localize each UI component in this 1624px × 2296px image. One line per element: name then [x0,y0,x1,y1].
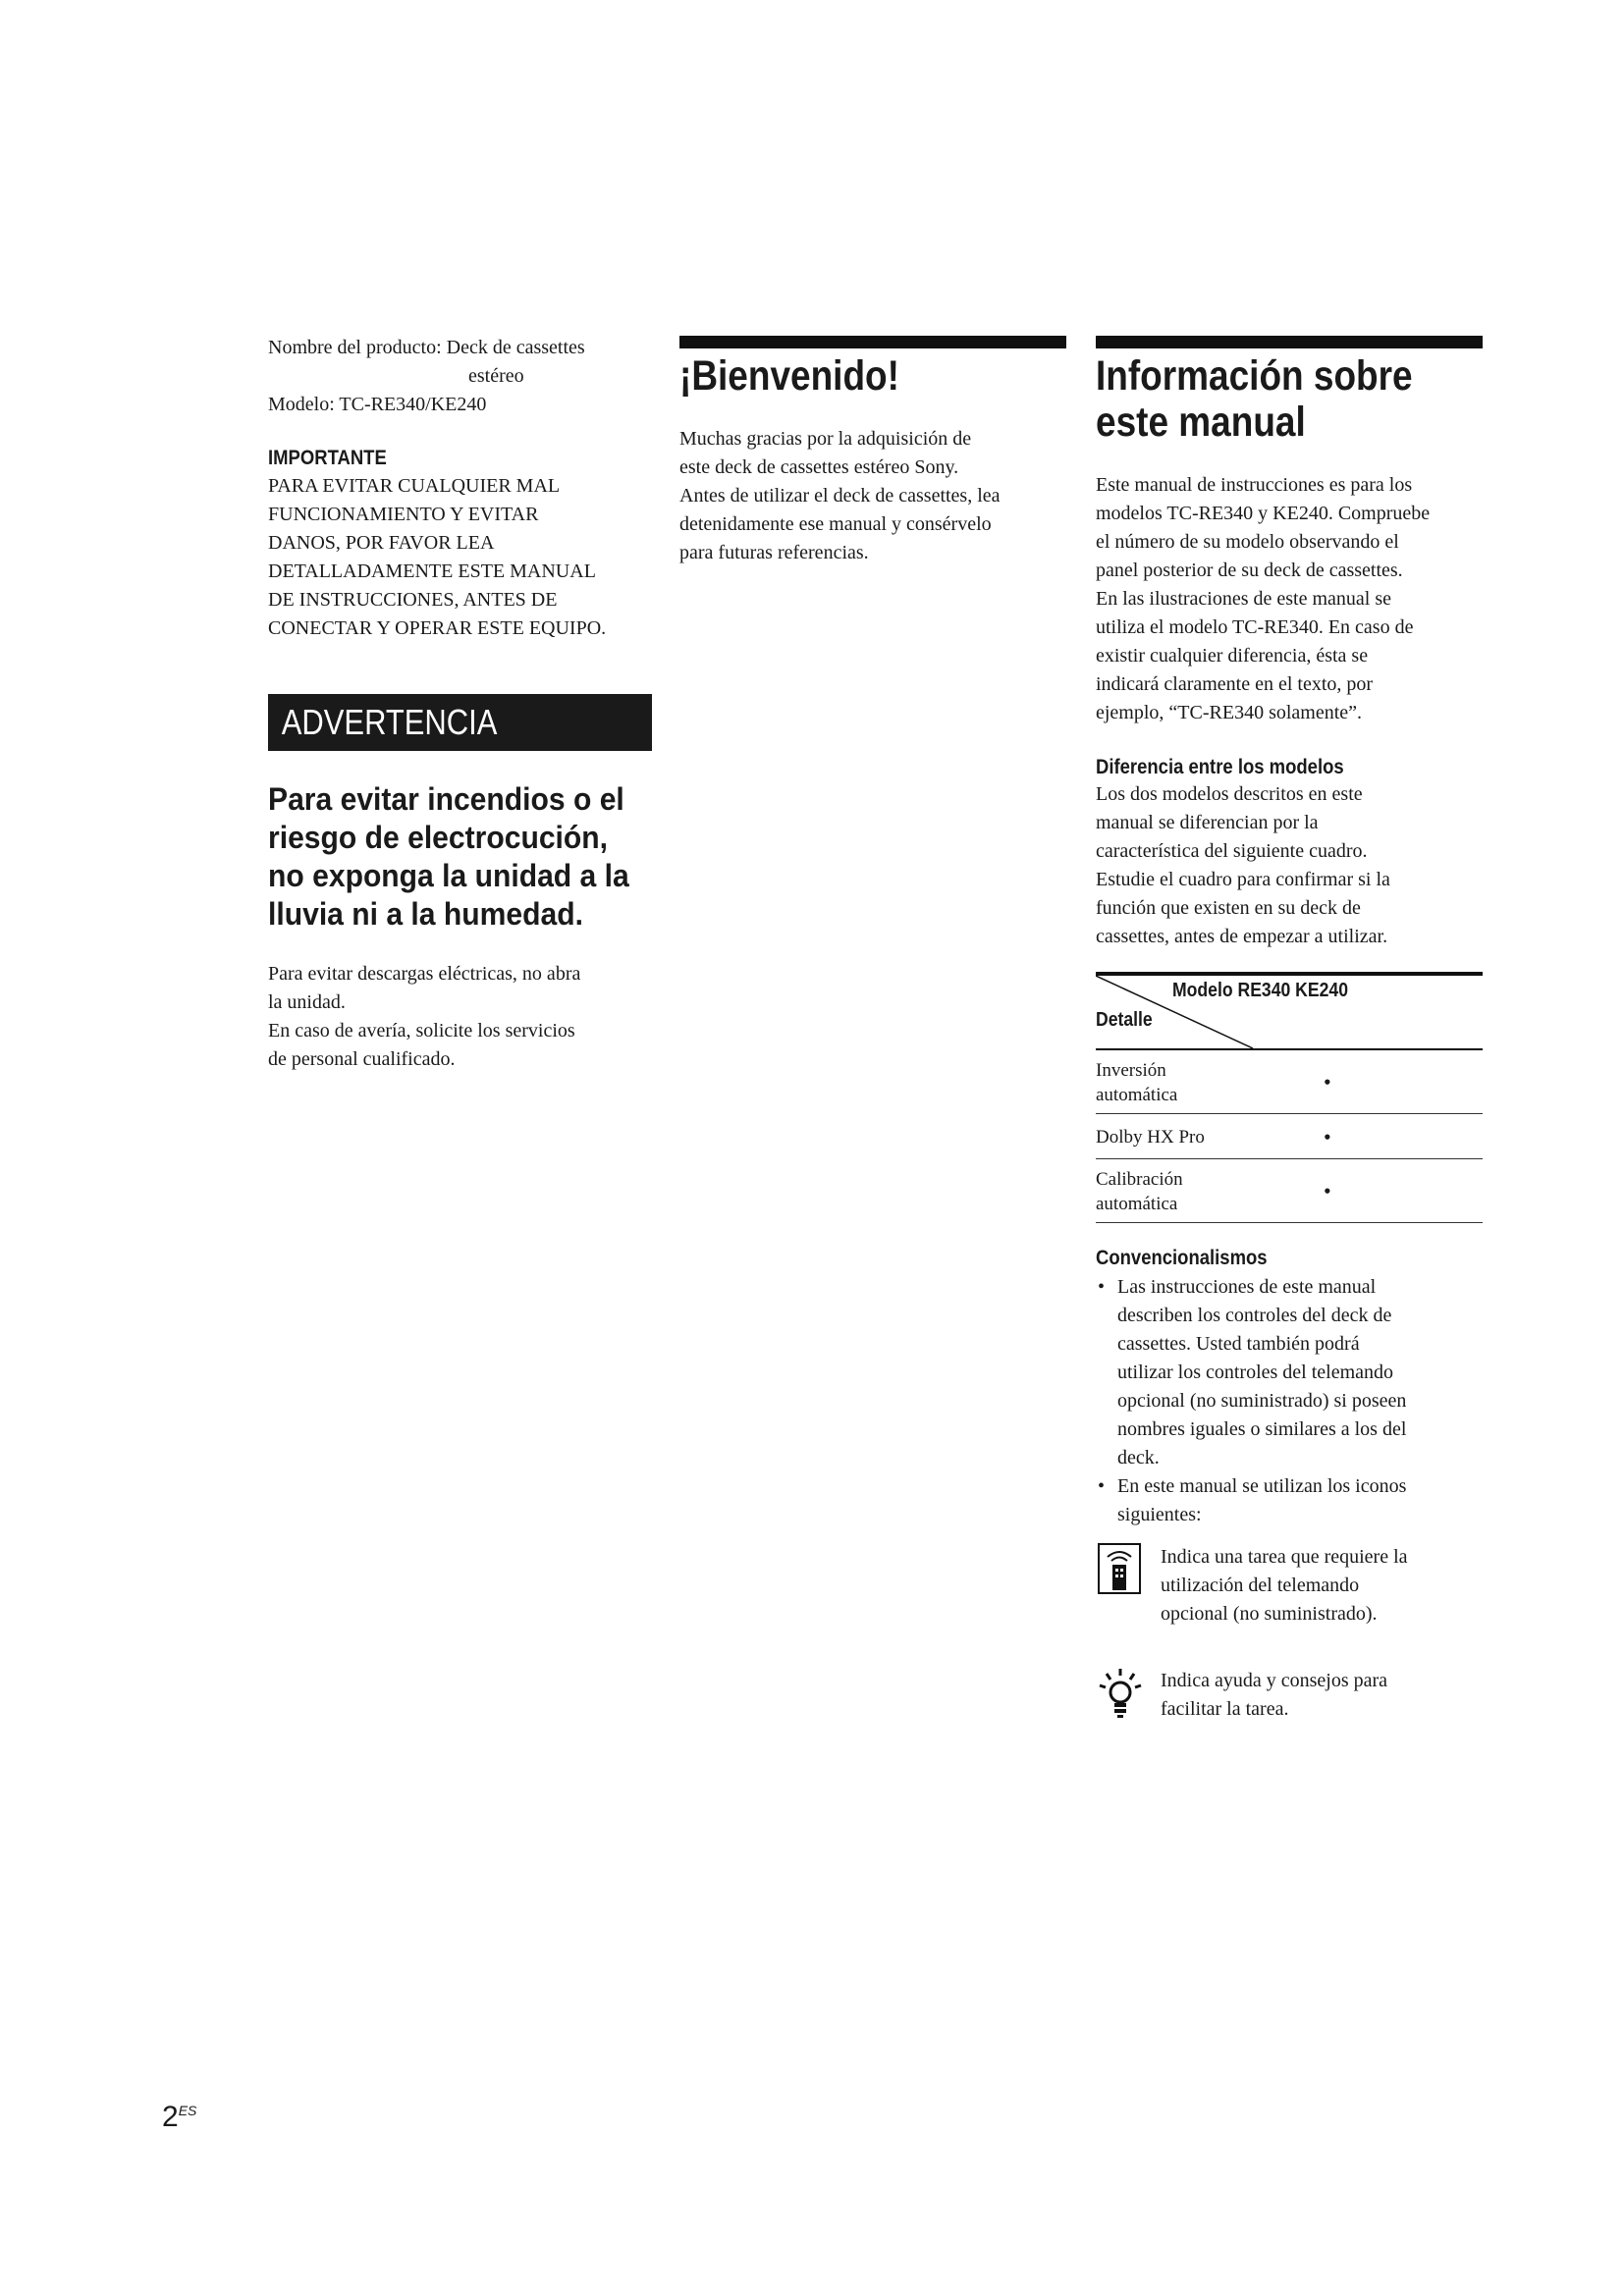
page-number-value: 2 [162,2101,179,2133]
important-line: PARA EVITAR CUALQUIER MAL [268,475,561,497]
list-item-line: opcional (no suministrado) si poseen [1117,1390,1407,1412]
info-intro-line: En las ilustraciones de este manual se [1096,588,1392,610]
info-intro-line: Este manual de instrucciones es para los [1096,474,1413,496]
table-row-mark: • [1324,1178,1331,1203]
list-item [1096,1273,1484,1472]
list-item-line: cassettes. Usted también podrá [1117,1333,1360,1355]
table-header-detail: Detalle [1096,1009,1153,1031]
table-row-label: automática [1096,1085,1178,1105]
list-item [1096,1472,1484,1529]
info-intro-line: el número de su modelo observando el [1096,531,1399,553]
list-item-line: describen los controles del deck de [1117,1305,1392,1326]
warning-heading-line: Para evitar incendios o el [268,781,624,817]
info-intro-line: panel posterior de su deck de cassettes. [1096,560,1403,581]
product-name-line2: estéreo [468,365,524,387]
diff-line: función que existen en su deck de [1096,897,1361,919]
product-name-line1: Nombre del producto: Deck de cassettes [268,337,585,358]
diff-line: cassettes, antes de empezar a utilizar. [1096,926,1388,947]
welcome-line: para futuras referencias. [679,542,869,563]
list-item-line: En este manual se utilizan los iconos [1117,1475,1407,1497]
section-bar [679,336,1066,348]
table-row [1096,1050,1483,1114]
diff-line: característica del siguiente cuadro. [1096,840,1368,862]
product-model: Modelo: TC-RE340/KE240 [268,394,487,415]
important-line: DETALLADAMENTE ESTE MANUAL [268,561,596,582]
table-row-mark: • [1324,1069,1331,1095]
diff-line: manual se diferencian por la [1096,812,1319,833]
diff-heading: Diferencia entre los modelos [1096,756,1344,778]
welcome-text [679,425,1067,567]
table-row-mark: • [1324,1124,1331,1148]
model-comparison-table [1096,972,1483,1223]
welcome-line: Muchas gracias por la adquisición de [679,428,972,450]
warning-label-box [268,694,652,751]
product-info [268,334,656,643]
info-title [1096,353,1479,446]
diff-line: Estudie el cuadro para confirmar si la [1096,869,1390,890]
warning-heading-line: riesgo de electrocución, [268,820,609,855]
lightbulb-icon [1098,1667,1143,1729]
info-intro [1096,471,1484,727]
warning-text [268,960,661,1074]
table-row-label: Inversión [1096,1060,1166,1081]
important-text [268,472,656,643]
icon-legend-line: utilización del telemando [1161,1575,1360,1596]
list-item-line: deck. [1117,1447,1160,1468]
bullet: • [1098,1276,1106,1298]
important-line: CONECTAR Y OPERAR ESTE EQUIPO. [268,617,607,639]
welcome-section [679,353,1067,400]
table-row [1096,1114,1483,1159]
icon-legend-remote [1096,1543,1484,1629]
info-intro-line: existir cualquier diferencia, ésta se [1096,645,1369,667]
info-title-line: Información sobre [1096,352,1413,400]
page-number-suffix: ES [178,2103,197,2118]
list-item-line: utilizar los controles del telemando [1117,1362,1394,1383]
info-intro-line: utiliza el modelo TC-RE340. En caso de [1096,616,1414,638]
bullet: • [1098,1475,1106,1497]
important-line: FUNCIONAMIENTO Y EVITAR [268,504,539,525]
list-item-line: siguientes: [1117,1504,1202,1525]
warning-text-line: la unidad. [268,991,346,1013]
important-line: DANOS, POR FAVOR LEA [268,532,495,554]
icon-legend-tip [1096,1667,1484,1724]
welcome-title: ¡Bienvenido! [679,352,899,400]
remote-icon [1098,1543,1141,1603]
info-intro-line: modelos TC-RE340 y KE240. Compruebe [1096,503,1431,524]
welcome-line: detenidamente ese manual y consérvelo [679,513,992,535]
conventions-heading: Convencionalismos [1096,1247,1268,1269]
table-header-model: Modelo RE340 KE240 [1172,980,1349,1001]
warning-heading-line: no exponga la unidad a la [268,858,629,893]
icon-legend-line: facilitar la tarea. [1161,1698,1289,1720]
important-line: DE INSTRUCCIONES, ANTES DE [268,589,558,611]
icon-legend-line: Indica una tarea que requiere la [1161,1546,1408,1568]
diff-text [1096,780,1484,951]
welcome-line: este deck de cassettes estéreo Sony. [679,456,959,478]
warning-text-line: Para evitar descargas eléctricas, no abra [268,963,581,985]
icon-legend-line: Indica ayuda y consejos para [1161,1670,1388,1691]
page-number [162,2101,196,2134]
warning-heading [268,780,661,934]
warning-text-line: de personal cualificado. [268,1048,456,1070]
conventions-list [1096,1273,1484,1529]
diff-line: Los dos modelos descritos en este [1096,783,1363,805]
list-item-line: Las instrucciones de este manual [1117,1276,1377,1298]
list-item-line: nombres iguales o similares a los del [1117,1418,1407,1440]
table-row-label: automática [1096,1194,1178,1214]
table-row [1096,1159,1483,1223]
warning-label: ADVERTENCIA [281,702,498,742]
table-row-label: Calibración [1096,1169,1183,1190]
table-row-label: Dolby HX Pro [1096,1127,1205,1148]
info-title-line: este manual [1096,399,1306,446]
important-heading: IMPORTANTE [268,447,387,469]
table-header [1096,972,1483,1050]
warning-heading-line: lluvia ni a la humedad. [268,896,583,932]
warning-text-line: En caso de avería, solicite los servicios [268,1020,575,1041]
info-intro-line: indicará claramente en el texto, por [1096,673,1374,695]
section-bar [1096,336,1483,348]
info-intro-line: ejemplo, “TC-RE340 solamente”. [1096,702,1363,723]
welcome-line: Antes de utilizar el deck de cassettes, lea [679,485,1001,507]
icon-legend-line: opcional (no suministrado). [1161,1603,1378,1625]
